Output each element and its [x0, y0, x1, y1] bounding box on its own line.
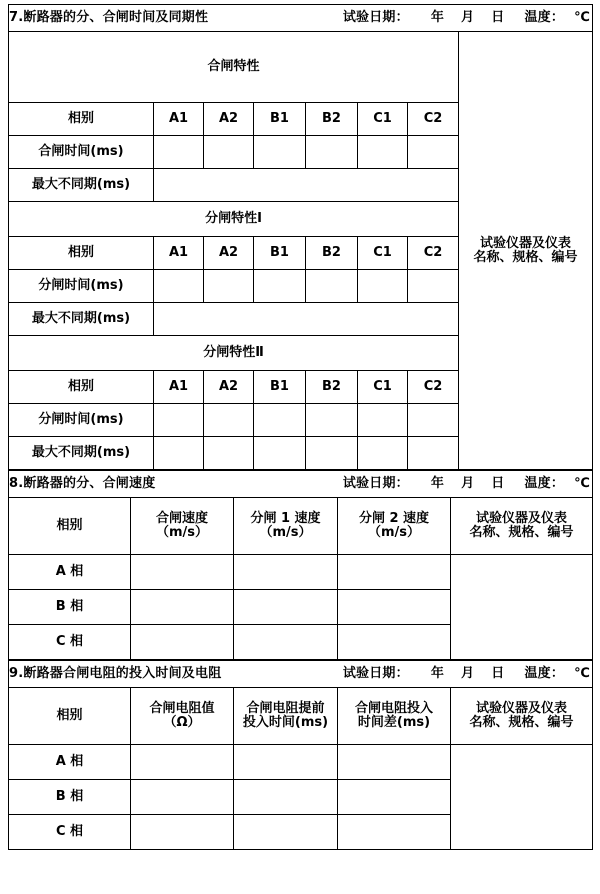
section-9-banner	[9, 661, 593, 688]
section-9-row-label-C: C 相	[9, 815, 131, 850]
phase-B1: B1	[254, 371, 306, 404]
phase-C2: C2	[408, 237, 459, 270]
opening2-characteristic-banner: 分闸特性Ⅱ	[9, 336, 459, 371]
test-date-label: 试验日期：	[342, 476, 409, 492]
table-row	[9, 745, 593, 780]
opening2-time-A1-cell[interactable]	[154, 404, 204, 437]
instrument-header-line2: 名称、规格、编号	[469, 525, 574, 540]
opening2-max-asynchrony-B1-cell[interactable]	[254, 437, 306, 470]
resistance-pre-insertion-time-header-line1: 合闸电阻提前	[246, 701, 325, 717]
section-9-date-line	[343, 667, 592, 681]
phase-B1: B1	[254, 103, 306, 136]
section-9-title: 9.断路器合闸电阻的投入时间及电阻	[9, 666, 222, 682]
year-label: 年	[430, 10, 445, 26]
resistance-pre-insertion-time-header-line2: 投入时间(ms)	[242, 715, 329, 730]
instrument-header-line2: 名称、规格、编号	[469, 715, 574, 730]
opening2-speed-header-unit: （m/s）	[367, 525, 421, 540]
section-8-A-opening2-speed-cell[interactable]	[338, 555, 451, 590]
opening2-time-C1-cell[interactable]	[358, 404, 408, 437]
opening2-max-asynchrony-A2-cell[interactable]	[204, 437, 254, 470]
resistance-insertion-time-diff-header-line2: 时间差(ms)	[357, 715, 431, 730]
temperature-unit: ℃	[574, 666, 591, 682]
closing-time-B2-cell[interactable]	[306, 136, 358, 169]
section-8-C-opening1-speed-cell[interactable]	[234, 625, 338, 660]
year-label: 年	[430, 476, 445, 492]
opening1-time-C1-cell[interactable]	[358, 270, 408, 303]
section-8-A-closing-speed-cell[interactable]	[131, 555, 234, 590]
section-8-C-opening2-speed-cell[interactable]	[338, 625, 451, 660]
section-7-banner-row	[9, 5, 593, 32]
section-9-banner-row	[9, 661, 593, 688]
phase-C1: C1	[358, 103, 408, 136]
section-7-title: 7.断路器的分、合闸时间及同期性	[9, 10, 209, 26]
test-date-label: 试验日期：	[342, 666, 409, 682]
section-9-A-pre-insertion-time-cell[interactable]	[234, 745, 338, 780]
closing-speed-header	[131, 498, 234, 555]
instrument-header-line1: 试验仪器及仪表	[476, 511, 568, 527]
resistance-insertion-time-diff-header	[338, 688, 451, 745]
phase-A2: A2	[204, 371, 254, 404]
opening2-max-asynchrony-label: 最大不同期(ms)	[9, 437, 154, 470]
section-8-row-label-B: B 相	[9, 590, 131, 625]
resistance-insertion-time-diff-header-line1: 合闸电阻投入	[354, 701, 433, 717]
section-9-C-pre-insertion-time-cell[interactable]	[234, 815, 338, 850]
resistance-pre-insertion-time-header	[234, 688, 338, 745]
phase-C1: C1	[358, 237, 408, 270]
closing-time-A1-cell[interactable]	[154, 136, 204, 169]
phase-label: 相别	[9, 103, 154, 136]
day-label: 日	[491, 10, 505, 26]
section-9-A-resistance-value-cell[interactable]	[131, 745, 234, 780]
closing-resistance-value-header-unit: （Ω）	[163, 715, 201, 730]
instrument-header-line1: 试验仪器及仪表	[476, 701, 568, 717]
opening1-time-A2-cell[interactable]	[204, 270, 254, 303]
opening1-time-label: 分闸时间(ms)	[9, 270, 154, 303]
section-7-instrument-cell[interactable]	[459, 32, 593, 470]
opening1-time-B1-cell[interactable]	[254, 270, 306, 303]
month-label: 月	[461, 666, 475, 682]
section-8-row-label-A: A 相	[9, 555, 131, 590]
opening2-speed-header	[338, 498, 451, 555]
section-8-B-opening1-speed-cell[interactable]	[234, 590, 338, 625]
phase-A2: A2	[204, 103, 254, 136]
closing-speed-header-unit: （m/s）	[155, 525, 209, 540]
section-8-instrument-cell[interactable]	[451, 555, 593, 660]
phase-A1: A1	[154, 371, 204, 404]
temperature-unit: ℃	[574, 10, 591, 26]
year-label: 年	[430, 666, 445, 682]
section-8-banner	[9, 471, 593, 498]
phase-label: 相别	[9, 688, 131, 745]
instrument-header-line1: 试验仪器及仪表	[480, 235, 572, 251]
opening1-characteristic-banner: 分闸特性Ⅰ	[9, 202, 459, 237]
closing-time-C1-cell[interactable]	[358, 136, 408, 169]
month-label: 月	[461, 10, 475, 26]
opening1-speed-header	[234, 498, 338, 555]
day-label: 日	[491, 476, 505, 492]
section-8-A-opening1-speed-cell[interactable]	[234, 555, 338, 590]
section-7-banner	[9, 5, 593, 32]
phase-A1: A1	[154, 103, 204, 136]
phase-A2: A2	[204, 237, 254, 270]
section-9-row-label-A: A 相	[9, 745, 131, 780]
temperature-label: 温度：	[524, 10, 565, 26]
section-9-instrument-header	[451, 688, 593, 745]
closing-max-asynchrony-label: 最大不同期(ms)	[9, 169, 154, 202]
section-8-row-label-C: C 相	[9, 625, 131, 660]
closing-time-label: 合闸时间(ms)	[9, 136, 154, 169]
day-label: 日	[491, 666, 505, 682]
section-8-B-opening2-speed-cell[interactable]	[338, 590, 451, 625]
section-8-table	[8, 470, 593, 660]
phase-label: 相别	[9, 371, 154, 404]
opening2-time-A2-cell[interactable]	[204, 404, 254, 437]
phase-B1: B1	[254, 237, 306, 270]
section-8-instrument-header	[451, 498, 593, 555]
opening2-time-B1-cell[interactable]	[254, 404, 306, 437]
opening2-max-asynchrony-A1-cell[interactable]	[154, 437, 204, 470]
section-8-banner-row	[9, 471, 593, 498]
closing-time-A2-cell[interactable]	[204, 136, 254, 169]
closing-characteristic-banner-row	[9, 32, 593, 103]
phase-label: 相别	[9, 237, 154, 270]
section-9-B-pre-insertion-time-cell[interactable]	[234, 780, 338, 815]
opening2-max-asynchrony-C2-cell[interactable]	[408, 437, 459, 470]
section-9-row-label-B: B 相	[9, 780, 131, 815]
section-7-date-line	[343, 11, 592, 25]
section-9-C-insertion-time-diff-cell[interactable]	[338, 815, 451, 850]
section-7-table	[8, 4, 593, 470]
closing-characteristic-banner: 合闸特性	[9, 32, 459, 103]
opening2-time-C2-cell[interactable]	[408, 404, 459, 437]
opening2-max-asynchrony-C1-cell[interactable]	[358, 437, 408, 470]
phase-B2: B2	[306, 237, 358, 270]
instrument-header-line2: 名称、规格、编号	[473, 249, 578, 265]
phase-B2: B2	[306, 103, 358, 136]
phase-B2: B2	[306, 371, 358, 404]
opening2-time-B2-cell[interactable]	[306, 404, 358, 437]
section-9-B-resistance-value-cell[interactable]	[131, 780, 234, 815]
test-date-label: 试验日期：	[342, 10, 409, 26]
temperature-unit: ℃	[574, 476, 591, 492]
opening1-speed-header-unit: （m/s）	[259, 525, 312, 540]
opening2-max-asynchrony-B2-cell[interactable]	[306, 437, 358, 470]
section-8-B-closing-speed-cell[interactable]	[131, 590, 234, 625]
opening1-max-asynchrony-label: 最大不同期(ms)	[9, 303, 154, 336]
month-label: 月	[461, 476, 475, 492]
section-9-B-insertion-time-diff-cell[interactable]	[338, 780, 451, 815]
section-9-instrument-cell[interactable]	[451, 745, 593, 850]
phase-label: 相别	[9, 498, 131, 555]
phase-C2: C2	[408, 103, 459, 136]
section-9-C-resistance-value-cell[interactable]	[131, 815, 234, 850]
closing-resistance-value-header-line1: 合闸电阻值	[149, 701, 215, 717]
table-row	[9, 555, 593, 590]
phase-C2: C2	[408, 371, 459, 404]
section-9-A-insertion-time-diff-cell[interactable]	[338, 745, 451, 780]
opening1-time-A1-cell[interactable]	[154, 270, 204, 303]
section-8-header-row	[9, 498, 593, 555]
opening1-speed-header-line1: 分闸 1 速度	[250, 511, 321, 527]
opening1-time-B2-cell[interactable]	[306, 270, 358, 303]
section-8-date-line	[343, 477, 592, 491]
closing-resistance-value-header	[131, 688, 234, 745]
section-9-header-row	[9, 688, 593, 745]
temperature-label: 温度：	[524, 666, 565, 682]
section-9-table	[8, 660, 593, 850]
closing-max-asynchrony-cell[interactable]	[154, 169, 459, 202]
section-8-C-closing-speed-cell[interactable]	[131, 625, 234, 660]
opening2-speed-header-line1: 分闸 2 速度	[358, 511, 430, 527]
opening2-time-label: 分闸时间(ms)	[9, 404, 154, 437]
temperature-label: 温度：	[524, 476, 565, 492]
opening1-time-C2-cell[interactable]	[408, 270, 459, 303]
section-8-title: 8.断路器的分、合闸速度	[9, 476, 156, 492]
opening1-max-asynchrony-cell[interactable]	[154, 303, 459, 336]
closing-speed-header-line1: 合闸速度	[155, 511, 208, 527]
closing-time-C2-cell[interactable]	[408, 136, 459, 169]
phase-C1: C1	[358, 371, 408, 404]
closing-time-B1-cell[interactable]	[254, 136, 306, 169]
phase-A1: A1	[154, 237, 204, 270]
